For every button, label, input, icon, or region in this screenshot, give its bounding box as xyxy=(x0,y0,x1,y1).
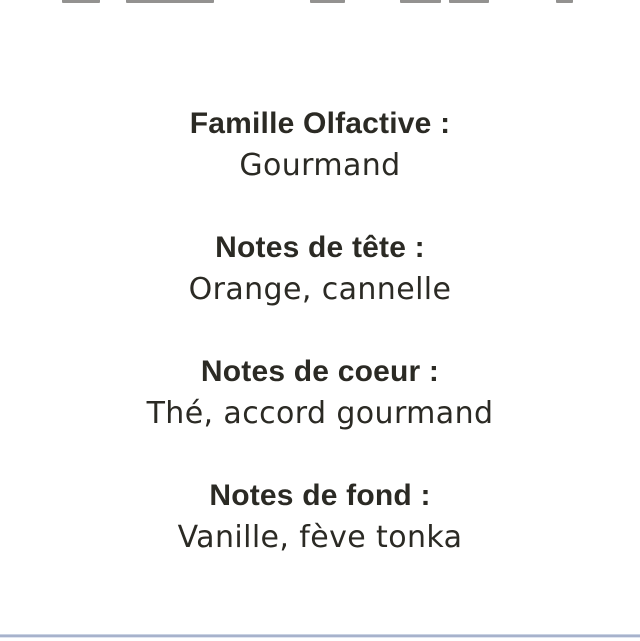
cropped-text-fragment xyxy=(126,0,214,3)
note-block-famille-olfactive xyxy=(190,103,451,187)
note-block-notes-de-coeur xyxy=(147,351,494,435)
notes-de-coeur-value: Thé, accord gourmand xyxy=(146,396,494,431)
famille-olfactive-heading: Famille Olfactive : xyxy=(189,107,451,140)
cropped-text-remnant xyxy=(0,0,640,3)
note-block-notes-de-fond xyxy=(178,475,463,559)
notes-de-fond-heading: Notes de fond : xyxy=(209,479,431,512)
famille-olfactive-value: Gourmand xyxy=(239,148,401,183)
cropped-text-fragment xyxy=(310,0,345,3)
notes-de-tete-heading: Notes de tête : xyxy=(215,231,425,264)
cropped-text-fragment xyxy=(400,0,441,3)
note-block-notes-de-tete xyxy=(189,227,452,311)
section-divider xyxy=(0,634,640,639)
fragrance-notes-panel xyxy=(0,103,640,559)
notes-de-tete-value: Orange, cannelle xyxy=(188,272,452,307)
notes-de-fond-value: Vanille, fève tonka xyxy=(177,520,463,555)
cropped-text-fragment xyxy=(62,0,100,3)
notes-de-coeur-heading: Notes de coeur : xyxy=(200,355,440,388)
cropped-text-fragment xyxy=(556,0,573,3)
cropped-text-fragment xyxy=(449,0,489,3)
